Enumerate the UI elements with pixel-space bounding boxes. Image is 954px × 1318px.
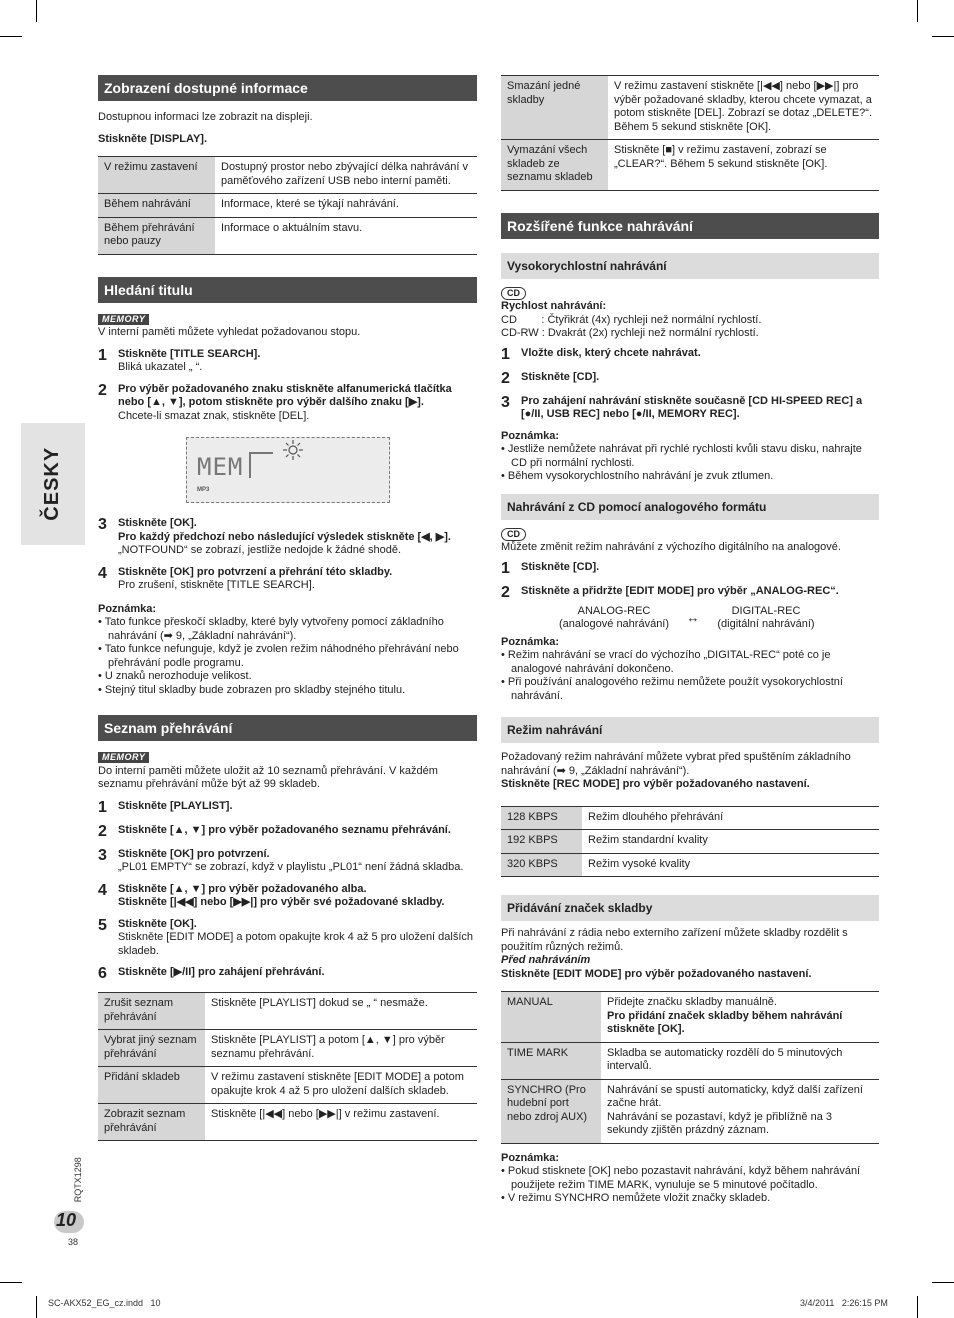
step-text: Pro výběr požadovaného znaku stiskněte alfanumerická tlačítka nebo [▲, ▼], potom stiskněte pro výběr dalšího znaku [▶]. [118,382,452,408]
table-key: SYNCHRO (Pro hudební port nebo zdroj AUX) [501,1079,601,1143]
high-speed-heading: Vysokorychlostní nahrávání [501,253,879,279]
note-item: • U znaků nerozhoduje velikost. [98,670,252,682]
step-number: 2 [98,381,107,399]
analog-option-desc: (analogové nahrávání) [558,618,670,630]
table-row [98,1067,477,1104]
step-text: Stiskněte [▲, ▼] pro výběr požadovaného alba. [118,882,367,895]
rec-mode-table [501,806,879,878]
step-detail: Chcete-li smazat znak, stiskněte [DEL]. [118,409,310,422]
display-intro: Dostupnou informaci lze zobrazit na displeji. [98,111,313,123]
step-number: 1 [501,345,510,363]
table-key: TIME MARK [501,1042,601,1079]
step-detail: Bliká ukazatel „ “. [118,361,203,373]
lcd-display-illustration [186,437,390,503]
note-item: • V režimu SYNCHRO nemůžete vložit značky skladeb. [501,1192,771,1204]
table-value-bold: Pro přidání značek skladby během nahrávání stiskněte [OK]. [607,1009,843,1035]
table-value: Přidejte značku skladby manuálně. [607,996,777,1008]
step-detail: Pro zrušení, stiskněte [TITLE SEARCH]. [118,579,315,591]
step [98,517,477,558]
step-text: Vložte disk, který chcete nahrávat. [521,346,701,359]
note-label: Poznámka: [501,429,560,442]
rec-mode-heading: Režim nahrávání [501,717,879,743]
lcd-indicator: MP3 [197,487,210,493]
speed-label: Rychlost nahrávání: [501,300,607,312]
note-item: • Stejný titul skladby bude zobrazen pro skladby stejného titulu. [98,683,406,696]
table-value: Stiskněte [PLAYLIST] dokud se „ “ nesmaže. [211,997,428,1009]
table-key: Zobrazit seznam přehrávání [98,1104,205,1141]
table-value: Stiskněte [PLAYLIST] a potom [▲, ▼] pro výběr seznamu přehrávání. [211,1034,445,1060]
playlist-delete-table [501,75,879,191]
table-row [501,76,879,140]
step-number: 2 [98,822,107,840]
step-text: Stiskněte [▲, ▼] pro výběr požadovaného seznamu přehrávání. [118,823,451,836]
speed-cd: CD : Čtyřikrát (4x) rychleji než normální rychlostí. [501,313,762,326]
speed-cdrw: CD-RW : Dvakrát (2x) rychleji než normální rychlostí. [501,327,759,339]
step-number: 3 [98,516,107,533]
note-item: • Tato funkce nefunguje, když je zvolen režim náhodného přehrávání nebo přehrávání podle programu. [98,643,459,669]
step-text: Stiskněte [TITLE SEARCH]. [118,347,261,360]
step-text: Stiskněte a přidržte [EDIT MODE] pro výběr „ANALOG-REC“. [521,584,839,597]
analog-option: ANALOG-REC [577,604,651,617]
before-recording-label: Před nahráváním [501,954,591,966]
step-text: Stiskněte [PLAYLIST]. [118,799,233,812]
table-value: V režimu zastavení stiskněte [|◀◀] nebo [▶▶|] pro výběr požadované skladby, kterou chcete vymazat, a potom stiskněte [DEL]. Zobrazí se dotaz „DELETE?“. Během 5 sekund stiskněte [OK]. [614,80,872,133]
step [98,824,477,840]
table-value: V režimu zastavení stiskněte [EDIT MODE] a potom opakujte krok 4 až 5 pro uložení dalších skladeb. [211,1071,464,1097]
title-search-heading: Hledání titulu [98,277,477,303]
step [98,966,477,982]
notes-list [501,649,879,703]
table-key: Přidání skladeb [98,1067,205,1104]
table-row [98,993,477,1030]
title-search-intro: V interní paměti můžete vyhledat požadovanou stopu. [98,326,361,338]
step [501,561,879,577]
table-value: Režim dlouhého přehrávání [588,810,724,823]
table-row [501,853,879,877]
cd-badge: CD [501,528,526,541]
page-number: 10 [56,1210,77,1230]
step-text: Pro zahájení nahrávání stiskněte současně [CD HI-SPEED REC] a [●/II, USB REC] nebo [●/II, MEMORY REC]. [521,394,863,420]
step-text: Pro každý předchozí nebo následující výsledek stiskněte [◀, ▶]. [118,530,451,543]
step-text: Stiskněte [OK]. [118,917,197,930]
analog-intro: Můžete změnit režim nahrávání z výchozího digitálního na analogové. [501,541,841,553]
language-label: ČESKY [41,447,64,521]
display-table [98,156,477,255]
step-number: 1 [501,559,510,577]
step-number: 1 [98,798,107,816]
note-item: • Pokud stisknete [OK] nebo pozastavit nahrávání, když během nahrávání použijete režim TIME MARK, vynuluje se 5 minutové počítadlo. [501,1165,861,1191]
step-number: 3 [501,393,510,411]
table-value: Dostupný prostor nebo zbývající délka nahrávání v paměťového zařízení USB nebo interní paměti. [221,161,469,187]
note-item: • Jestliže nemůžete nahrávat při rychlé rychlosti kvůli stavu disku, nahrajte CD při normální rychlosti. [501,443,862,469]
playlist-table [98,992,477,1141]
doc-code-wrap [72,1150,86,1210]
table-key: Zrušit seznam přehrávání [98,993,205,1030]
memory-badge: MEMORY [98,752,149,763]
notes-list [501,1165,879,1206]
mode-toggle-diagram [501,605,879,632]
table-row [501,140,879,191]
analog-heading: Nahrávání z CD pomocí analogového formátu [501,494,879,520]
step-detail: „NOTFOUND“ se zobrazí, jestliže nedojde k žádné shodě. [118,544,402,556]
toggle-arrow-icon: ↔ [686,610,700,626]
step [98,800,477,816]
table-row [98,1104,477,1141]
note-item: • Během vysokorychlostního nahrávání je zvuk ztlumen. [501,470,774,482]
table-value: Nahrávání se spustí automaticky, když další zařízení začne hrát. [607,1083,863,1109]
print-date: 3/4/2011 2:26:15 PM [800,1298,888,1308]
rec-mode-intro: Požadovaný režim nahrávání můžete vybrat před spuštěním základního nahrávání (➡ 9, „Základní nahrávání“). [501,751,851,777]
digital-option-desc: (digitální nahrávání) [717,618,815,630]
step-detail: Stiskněte [EDIT MODE] a potom opakujte krok 4 až 5 pro uložení dalších skladeb. [118,931,474,957]
sun-blink-icon [283,440,303,460]
step-number: 3 [98,846,107,864]
table-key: Během přehrávání nebo pauzy [98,217,215,254]
track-marks-intro: Při nahrávání z rádia nebo externího zařízení můžete skladby rozdělit s použitím různých režimů. [501,927,848,953]
table-row [98,217,477,254]
track-marks-heading: Přidávání značek skladby [501,895,879,921]
step [98,383,477,424]
track-marks-table [501,991,879,1144]
note-item: • Tato funkce přeskočí skladby, které byly vytvořeny pomocí základního nahrávání (➡ 9, „Základní nahrávání“). [98,616,444,642]
step-text: Stiskněte [CD]. [521,370,600,383]
table-value: Stiskněte [|◀◀] nebo [▶▶|] v režimu zastavení. [211,1108,440,1120]
step-text: Stiskněte [OK] pro potvrzení. [118,847,270,860]
table-value: Informace o aktuálním stavu. [221,221,363,234]
step [501,585,879,601]
step-number: 1 [98,346,107,364]
doc-code: RQTX1298 [73,1157,84,1203]
advanced-recording-heading: Rozšířené funkce nahrávání [501,213,879,239]
note-label: Poznámka: [98,602,157,615]
display-instruction: Stiskněte [DISPLAY]. [98,132,208,145]
table-row [98,157,477,194]
step-number: 4 [98,564,107,582]
lcd-cursor [249,452,273,478]
table-key: V režimu zastavení [98,157,215,194]
track-marks-instruction: Stiskněte [EDIT MODE] pro výběr požadovaného nastavení. [501,967,812,980]
step [98,848,477,875]
step [501,395,879,422]
rec-mode-instruction: Stiskněte [REC MODE] pro výběr požadovaného nastavení. [501,778,810,790]
step-number: 6 [98,965,107,982]
step [98,348,477,375]
note-label: Poznámka: [501,635,560,648]
display-heading: Zobrazení dostupné informace [98,75,477,101]
playlist-heading: Seznam přehrávání [98,715,477,741]
step-number: 5 [98,916,107,934]
step-number: 4 [98,881,107,899]
table-key: 192 KBPS [501,830,582,854]
step-number: 2 [501,369,510,387]
table-key: Vymazání všech skladeb ze seznamu skladeb [501,140,608,191]
notes-list [501,443,879,484]
digital-option: DIGITAL-REC [731,604,801,617]
table-key: MANUAL [501,992,601,1043]
step [98,918,477,959]
step [98,566,477,593]
note-label: Poznámka: [501,1151,560,1164]
playlist-intro: Do interní paměti můžete uložit až 10 seznamů přehrávání. V každém seznamu přehrávání může být až 99 skladeb. [98,764,438,790]
table-value: Režim standardní kvality [588,834,708,846]
lcd-text: MEM [197,453,244,481]
note-item: • Režim nahrávání se vrací do výchozího „DIGITAL-REC“ poté co je analogové nahrávání dokončeno. [501,649,831,675]
step-text: Stiskněte [|◀◀] nebo [▶▶|] pro výběr své požadované skladby. [118,896,445,908]
step [98,883,477,910]
cd-badge: CD [501,287,526,300]
table-key: 128 KBPS [501,806,582,830]
table-value: Nahrávání se pozastaví, když je přiblížně na 3 sekundy zjištěn prázdný záznam. [607,1110,833,1136]
table-value: Informace, které se týkají nahrávání. [221,198,399,210]
table-value: Režim vysoké kvality [588,857,691,870]
left-column [98,75,477,1141]
table-key: Smazání jedné skladby [501,76,608,140]
table-key: Vybrat jiný seznam přehrávání [98,1030,205,1067]
step-text: Stiskněte [OK]. [118,517,197,529]
table-row [501,992,879,1043]
table-row [98,194,477,218]
right-column [501,75,879,1206]
step-text: Stiskněte [▶/II] pro zahájení přehrávání. [118,966,325,978]
table-row [501,830,879,854]
table-key: 320 KBPS [501,853,582,877]
file-name: SC-AKX52_EG_cz.indd 10 [48,1298,161,1308]
notes-list [98,616,477,697]
table-row [501,806,879,830]
table-value: Stiskněte [■] v režimu zastavení, zobrazí se „CLEAR?“. Během 5 sekund stiskněte [OK]. [614,144,828,170]
step-number: 2 [501,583,510,601]
step [501,371,879,387]
table-row [501,1042,879,1079]
note-item: • Při používání analogového režimu nemůžete použít vysokorychlostní nahrávání. [501,676,843,702]
memory-badge: MEMORY [98,314,149,325]
language-tab [21,423,85,545]
table-row [98,1030,477,1067]
step [501,347,879,363]
step-text: Stiskněte [CD]. [521,560,600,573]
table-key: Během nahrávání [98,194,215,218]
step-text: Stiskněte [OK] pro potvrzení a přehrání této skladby. [118,565,393,578]
step-detail: „PL01 EMPTY“ se zobrazí, když v playlistu „PL01“ není žádná skladba. [118,861,464,873]
table-value: Skladba se automaticky rozdělí do 5 minutových intervalů. [607,1046,843,1072]
page-sub-number: 38 [68,1237,79,1247]
table-row [501,1079,879,1143]
